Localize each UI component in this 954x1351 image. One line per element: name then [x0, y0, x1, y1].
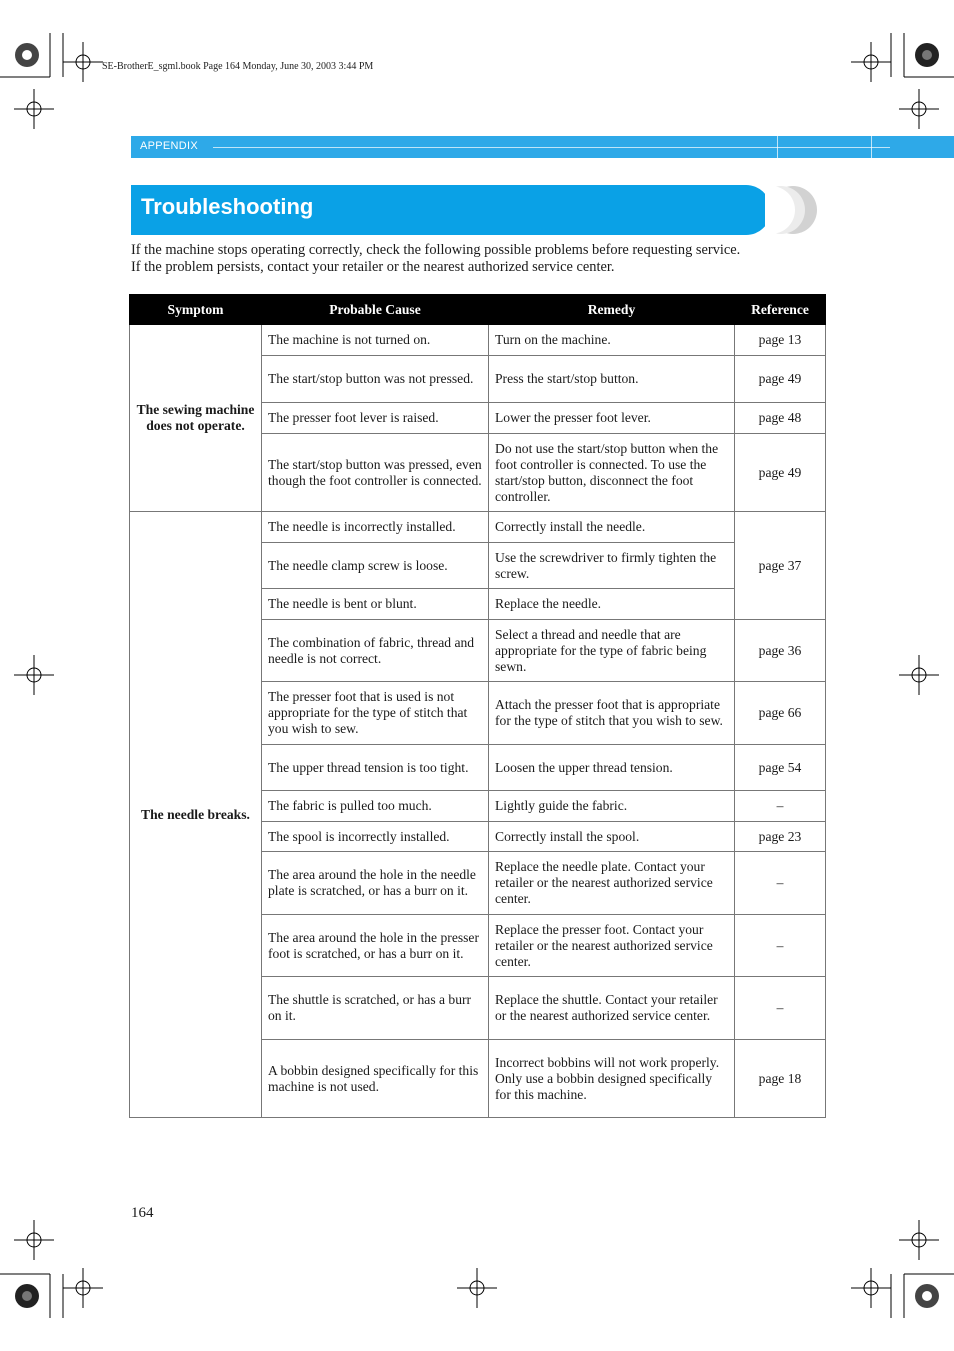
- remedy-cell: Replace the presser foot. Contact your retailer or the nearest authorized service center.: [489, 915, 735, 977]
- cause-cell: The needle is bent or blunt.: [262, 589, 489, 620]
- remedy-cell: Correctly install the needle.: [489, 512, 735, 543]
- cause-cell: The start/stop button was pressed, even though the foot controller is connected.: [262, 434, 489, 512]
- cause-cell: A bobbin designed specifically for this machine is not used.: [262, 1040, 489, 1118]
- cause-cell: The presser foot lever is raised.: [262, 403, 489, 434]
- divider: [777, 136, 778, 158]
- symptom-cell: The sewing machine does not operate.: [130, 325, 262, 512]
- reference-cell: page 48: [735, 403, 826, 434]
- remedy-cell: Lower the presser foot lever.: [489, 403, 735, 434]
- remedy-cell: Lightly guide the fabric.: [489, 791, 735, 822]
- intro-text: [131, 242, 831, 276]
- intro-line: If the machine stops operating correctly, check the following possible problems before requesting service.: [131, 242, 741, 258]
- print-header: SE-BrotherE_sgml.book Page 164 Monday, June 30, 2003 3:44 PM: [102, 61, 374, 72]
- column-header: Symptom: [130, 295, 262, 325]
- divider: [871, 136, 872, 158]
- table-row: [130, 325, 826, 356]
- reference-cell: page 49: [735, 356, 826, 403]
- cause-cell: The upper thread tension is too tight.: [262, 745, 489, 791]
- cause-cell: The machine is not turned on.: [262, 325, 489, 356]
- section-label: APPENDIX: [140, 140, 199, 152]
- column-header: Probable Cause: [262, 295, 489, 325]
- reference-cell: page 49: [735, 434, 826, 512]
- reference-cell: –: [735, 852, 826, 915]
- cause-cell: The shuttle is scratched, or has a burr on it.: [262, 977, 489, 1040]
- remedy-cell: Use the screwdriver to firmly tighten the screw.: [489, 543, 735, 589]
- reference-cell: –: [735, 977, 826, 1040]
- remedy-cell: Loosen the upper thread tension.: [489, 745, 735, 791]
- table-row: [130, 512, 826, 543]
- remedy-cell: Turn on the machine.: [489, 325, 735, 356]
- remedy-cell: Press the start/stop button.: [489, 356, 735, 403]
- title-decoration: [765, 185, 825, 235]
- remedy-cell: Replace the needle.: [489, 589, 735, 620]
- reference-cell: –: [735, 915, 826, 977]
- cause-cell: The needle is incorrectly installed.: [262, 512, 489, 543]
- reference-cell: page 54: [735, 745, 826, 791]
- remedy-cell: Replace the needle plate. Contact your retailer or the nearest authorized service center.: [489, 852, 735, 915]
- remedy-cell: Select a thread and needle that are appropriate for the type of fabric being sewn.: [489, 620, 735, 682]
- section-bar: [131, 136, 954, 158]
- page-title: Troubleshooting: [141, 194, 314, 219]
- cause-cell: The start/stop button was not pressed.: [262, 356, 489, 403]
- cause-cell: The spool is incorrectly installed.: [262, 822, 489, 852]
- cause-cell: The needle clamp screw is loose.: [262, 543, 489, 589]
- remedy-cell: Correctly install the spool.: [489, 822, 735, 852]
- reference-cell: –: [735, 791, 826, 822]
- column-header: Reference: [735, 295, 826, 325]
- cause-cell: The combination of fabric, thread and needle is not correct.: [262, 620, 489, 682]
- table-header-row: [130, 295, 826, 325]
- column-header: Remedy: [489, 295, 735, 325]
- reference-cell: page 36: [735, 620, 826, 682]
- remedy-cell: Incorrect bobbins will not work properly. Only use a bobbin designed specifically for this machine.: [489, 1040, 735, 1118]
- remedy-cell: Replace the shuttle. Contact your retailer or the nearest authorized service center.: [489, 977, 735, 1040]
- reference-cell: page 66: [735, 682, 826, 745]
- reference-cell: page 18: [735, 1040, 826, 1118]
- title-banner: [131, 185, 771, 235]
- cause-cell: The area around the hole in the needle plate is scratched, or has a burr on it.: [262, 852, 489, 915]
- page-number: 164: [131, 1205, 154, 1221]
- cause-cell: The presser foot that is used is not appropriate for the type of stitch that you wish to sew.: [262, 682, 489, 745]
- reference-cell: page 23: [735, 822, 826, 852]
- intro-line: If the problem persists, contact your retailer or the nearest authorized service center.: [131, 259, 615, 275]
- cause-cell: The fabric is pulled too much.: [262, 791, 489, 822]
- troubleshooting-table: [129, 294, 826, 1118]
- symptom-cell: The needle breaks.: [130, 512, 262, 1118]
- reference-cell: page 13: [735, 325, 826, 356]
- divider: [213, 147, 890, 148]
- remedy-cell: Attach the presser foot that is appropriate for the type of stitch that you wish to sew.: [489, 682, 735, 745]
- cause-cell: The area around the hole in the presser foot is scratched, or has a burr on it.: [262, 915, 489, 977]
- reference-cell: page 37: [735, 512, 826, 620]
- remedy-cell: Do not use the start/stop button when the foot controller is connected. To use the start/stop button, disconnect the foot controller.: [489, 434, 735, 512]
